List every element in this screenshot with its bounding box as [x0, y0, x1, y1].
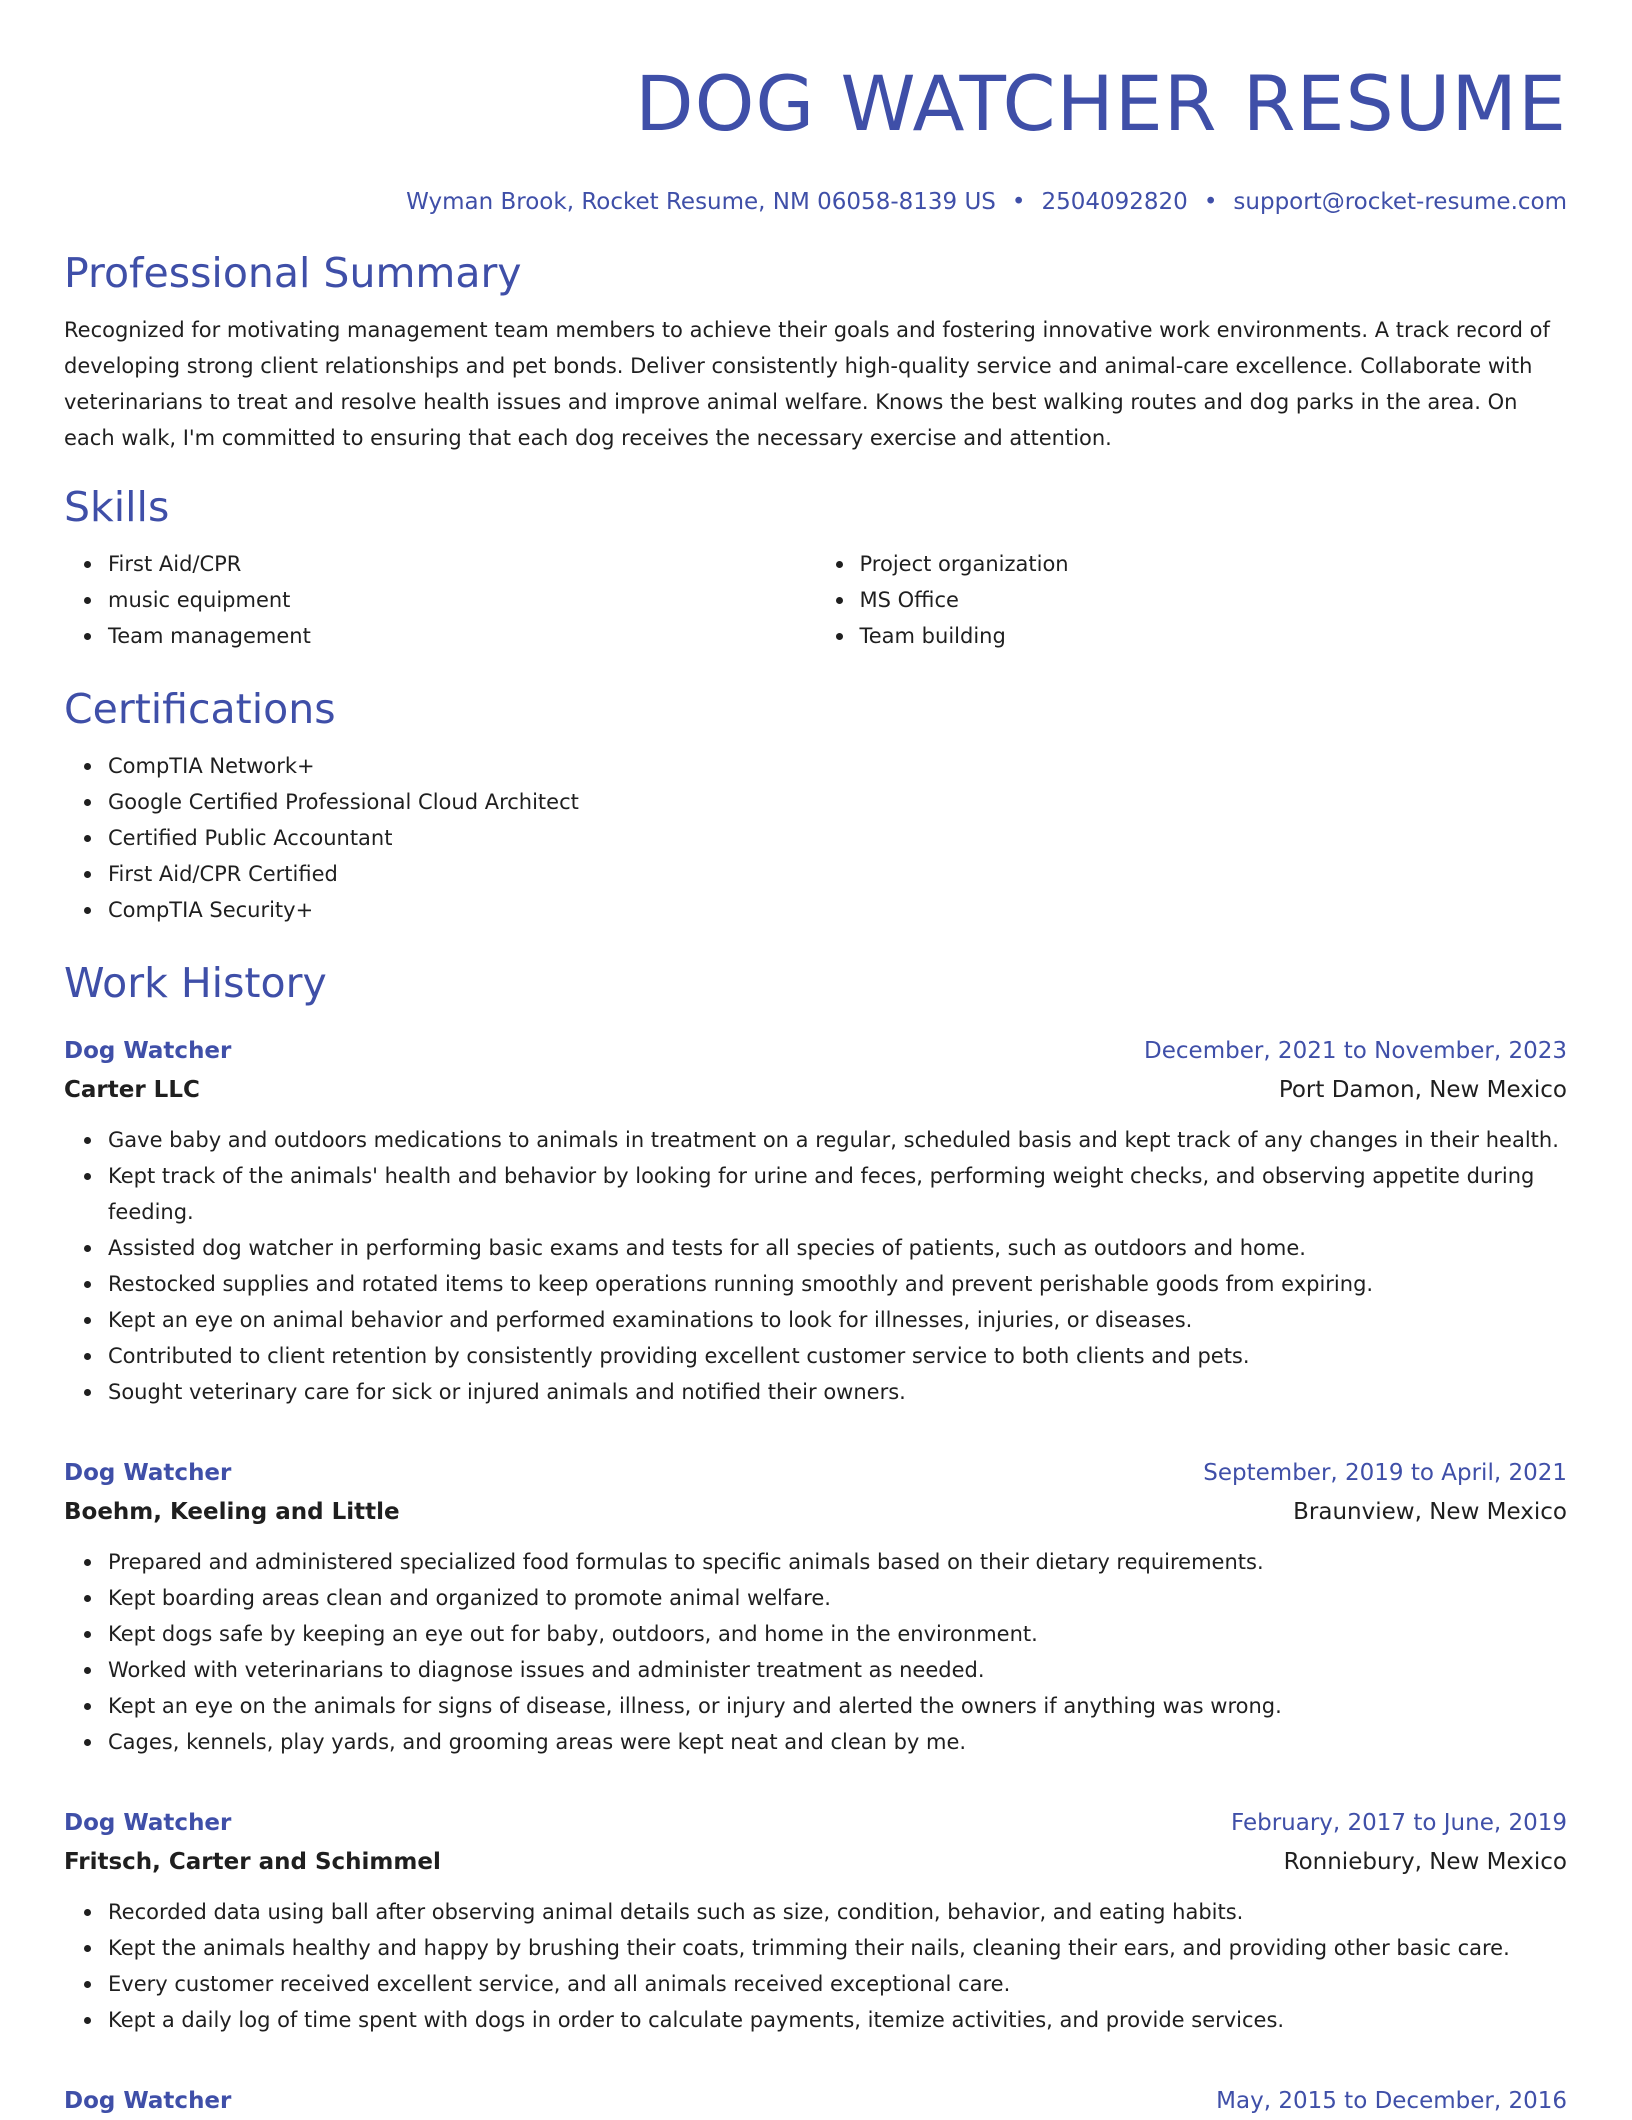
- job-bullet: Kept a daily log of time spent with dogs in order to calculate payments, itemize activities, and provide services.: [108, 2002, 1567, 2038]
- job-bullet: Kept the animals healthy and happy by brushing their coats, trimming their nails, cleaning their ears, and providing other basic care.: [108, 1930, 1567, 1966]
- job-bullet: Contributed to client retention by consistently providing excellent customer service to both clients and pets.: [108, 1338, 1567, 1374]
- contact-line: [64, 186, 1567, 218]
- skills-heading: Skills: [64, 483, 170, 531]
- job-entry: [64, 1032, 1567, 1410]
- summary-text: Recognized for motivating management team members to achieve their goals and fostering innovative work environments. A track record of developing strong client relationships and pet bonds. Deliver consistently high-quality service and animal-care excellence. Collaborate with veterinarians to treat and resolve health issues and improve animal welfare. Knows the best walking routes and dog parks in the area. On each walk, I'm committed to ensuring that each dog receives the necessary exercise and attention.: [64, 318, 1550, 450]
- job-company: Carter LLC: [64, 1077, 200, 1103]
- job-bullet: Worked with veterinarians to diagnose issues and administer treatment as needed.: [108, 1652, 1567, 1688]
- skill-item: MS Office: [860, 582, 1568, 618]
- job-header-row: [64, 1032, 1567, 1070]
- job-company-row: [64, 1842, 1567, 1882]
- job-bullet: Kept an eye on the animals for signs of disease, illness, or injury and alerted the owners if anything was wrong.: [108, 1688, 1567, 1724]
- job-title: Dog Watcher: [64, 1810, 232, 1836]
- job-entry: [64, 1804, 1567, 2038]
- job-company: Fritsch, Carter and Schimmel: [64, 1849, 441, 1875]
- skill-item: Team building: [860, 618, 1568, 654]
- job-header-row: [64, 2082, 1567, 2120]
- job-bullet: Assisted dog watcher in performing basic exams and tests for all species of patients, such as outdoors and home.: [108, 1230, 1567, 1266]
- job-dates: May, 2015 to December, 2016: [1216, 2088, 1567, 2114]
- job-title: Dog Watcher: [64, 2088, 232, 2114]
- job-bullets: [64, 1122, 1567, 1410]
- job-bullet: Sought veterinary care for sick or injured animals and notified their owners.: [108, 1374, 1567, 1410]
- job-dates: February, 2017 to June, 2019: [1230, 1810, 1567, 1836]
- certification-item: First Aid/CPR Certified: [108, 856, 1567, 892]
- resume-name: DOG WATCHER RESUME: [635, 59, 1567, 148]
- job-dates: December, 2021 to November, 2023: [1144, 1038, 1567, 1064]
- contact-separator: •: [1203, 189, 1218, 215]
- job-header-row: [64, 1804, 1567, 1842]
- job-company: Boehm, Keeling and Little: [64, 1499, 400, 1525]
- certification-item: CompTIA Network+: [108, 748, 1567, 784]
- skills-list-right: [816, 546, 1568, 654]
- job-bullet: Kept boarding areas clean and organized to promote animal welfare.: [108, 1580, 1567, 1616]
- job-bullets: [64, 1544, 1567, 1760]
- certifications-list: [64, 748, 1567, 928]
- job-bullets: [64, 1894, 1567, 2038]
- job-location: Port Damon, New Mexico: [1278, 1077, 1567, 1103]
- skill-item: music equipment: [108, 582, 816, 618]
- skill-item: Team management: [108, 618, 816, 654]
- job-header-row: [64, 1454, 1567, 1492]
- certification-item: Google Certified Professional Cloud Architect: [108, 784, 1567, 820]
- job-bullet: Cages, kennels, play yards, and grooming areas were kept neat and clean by me.: [108, 1724, 1567, 1760]
- job-bullet: Recorded data using ball after observing animal details such as size, condition, behavior, and eating habits.: [108, 1894, 1567, 1930]
- job-bullet: Kept an eye on animal behavior and performed examinations to look for illnesses, injuries, or diseases.: [108, 1302, 1567, 1338]
- contact-phone[interactable]: 2504092820: [1041, 189, 1188, 215]
- skills-columns: [64, 546, 1567, 654]
- contact-email[interactable]: support@rocket-resume.com: [1233, 189, 1567, 215]
- job-company-row: [64, 1492, 1567, 1532]
- job-bullet: Every customer received excellent service, and all animals received exceptional care.: [108, 1966, 1567, 2002]
- resume-page: [64, 0, 1567, 2120]
- skill-item: First Aid/CPR: [108, 546, 816, 582]
- contact-address: Wyman Brook, Rocket Resume, NM 06058-8139 US: [406, 189, 996, 215]
- job-bullet: Kept track of the animals' health and behavior by looking for urine and feces, performing weight checks, and observing appetite during feeding.: [108, 1158, 1567, 1230]
- skill-item: Project organization: [860, 546, 1568, 582]
- summary-heading: Professional Summary: [64, 249, 522, 297]
- job-dates: September, 2019 to April, 2021: [1203, 1460, 1567, 1486]
- contact-separator: •: [1011, 189, 1026, 215]
- job-company-row: [64, 1070, 1567, 1110]
- skills-list-left: [64, 546, 816, 654]
- certification-item: CompTIA Security+: [108, 892, 1567, 928]
- certification-item: Certified Public Accountant: [108, 820, 1567, 856]
- job-bullet: Restocked supplies and rotated items to keep operations running smoothly and prevent perishable goods from expiring.: [108, 1266, 1567, 1302]
- job-location: Ronniebury, New Mexico: [1283, 1849, 1567, 1875]
- job-entry: [64, 2082, 1567, 2120]
- work-history-heading: Work History: [64, 959, 327, 1007]
- job-bullet: Kept dogs safe by keeping an eye out for baby, outdoors, and home in the environment.: [108, 1616, 1567, 1652]
- job-bullet: Prepared and administered specialized food formulas to specific animals based on their dietary requirements.: [108, 1544, 1567, 1580]
- job-bullet: Gave baby and outdoors medications to animals in treatment on a regular, scheduled basis and kept track of any changes in their health.: [108, 1122, 1567, 1158]
- job-title: Dog Watcher: [64, 1460, 232, 1486]
- certifications-heading: Certifications: [64, 685, 336, 733]
- job-entry: [64, 1454, 1567, 1760]
- job-title: Dog Watcher: [64, 1038, 232, 1064]
- job-location: Braunview, New Mexico: [1293, 1499, 1567, 1525]
